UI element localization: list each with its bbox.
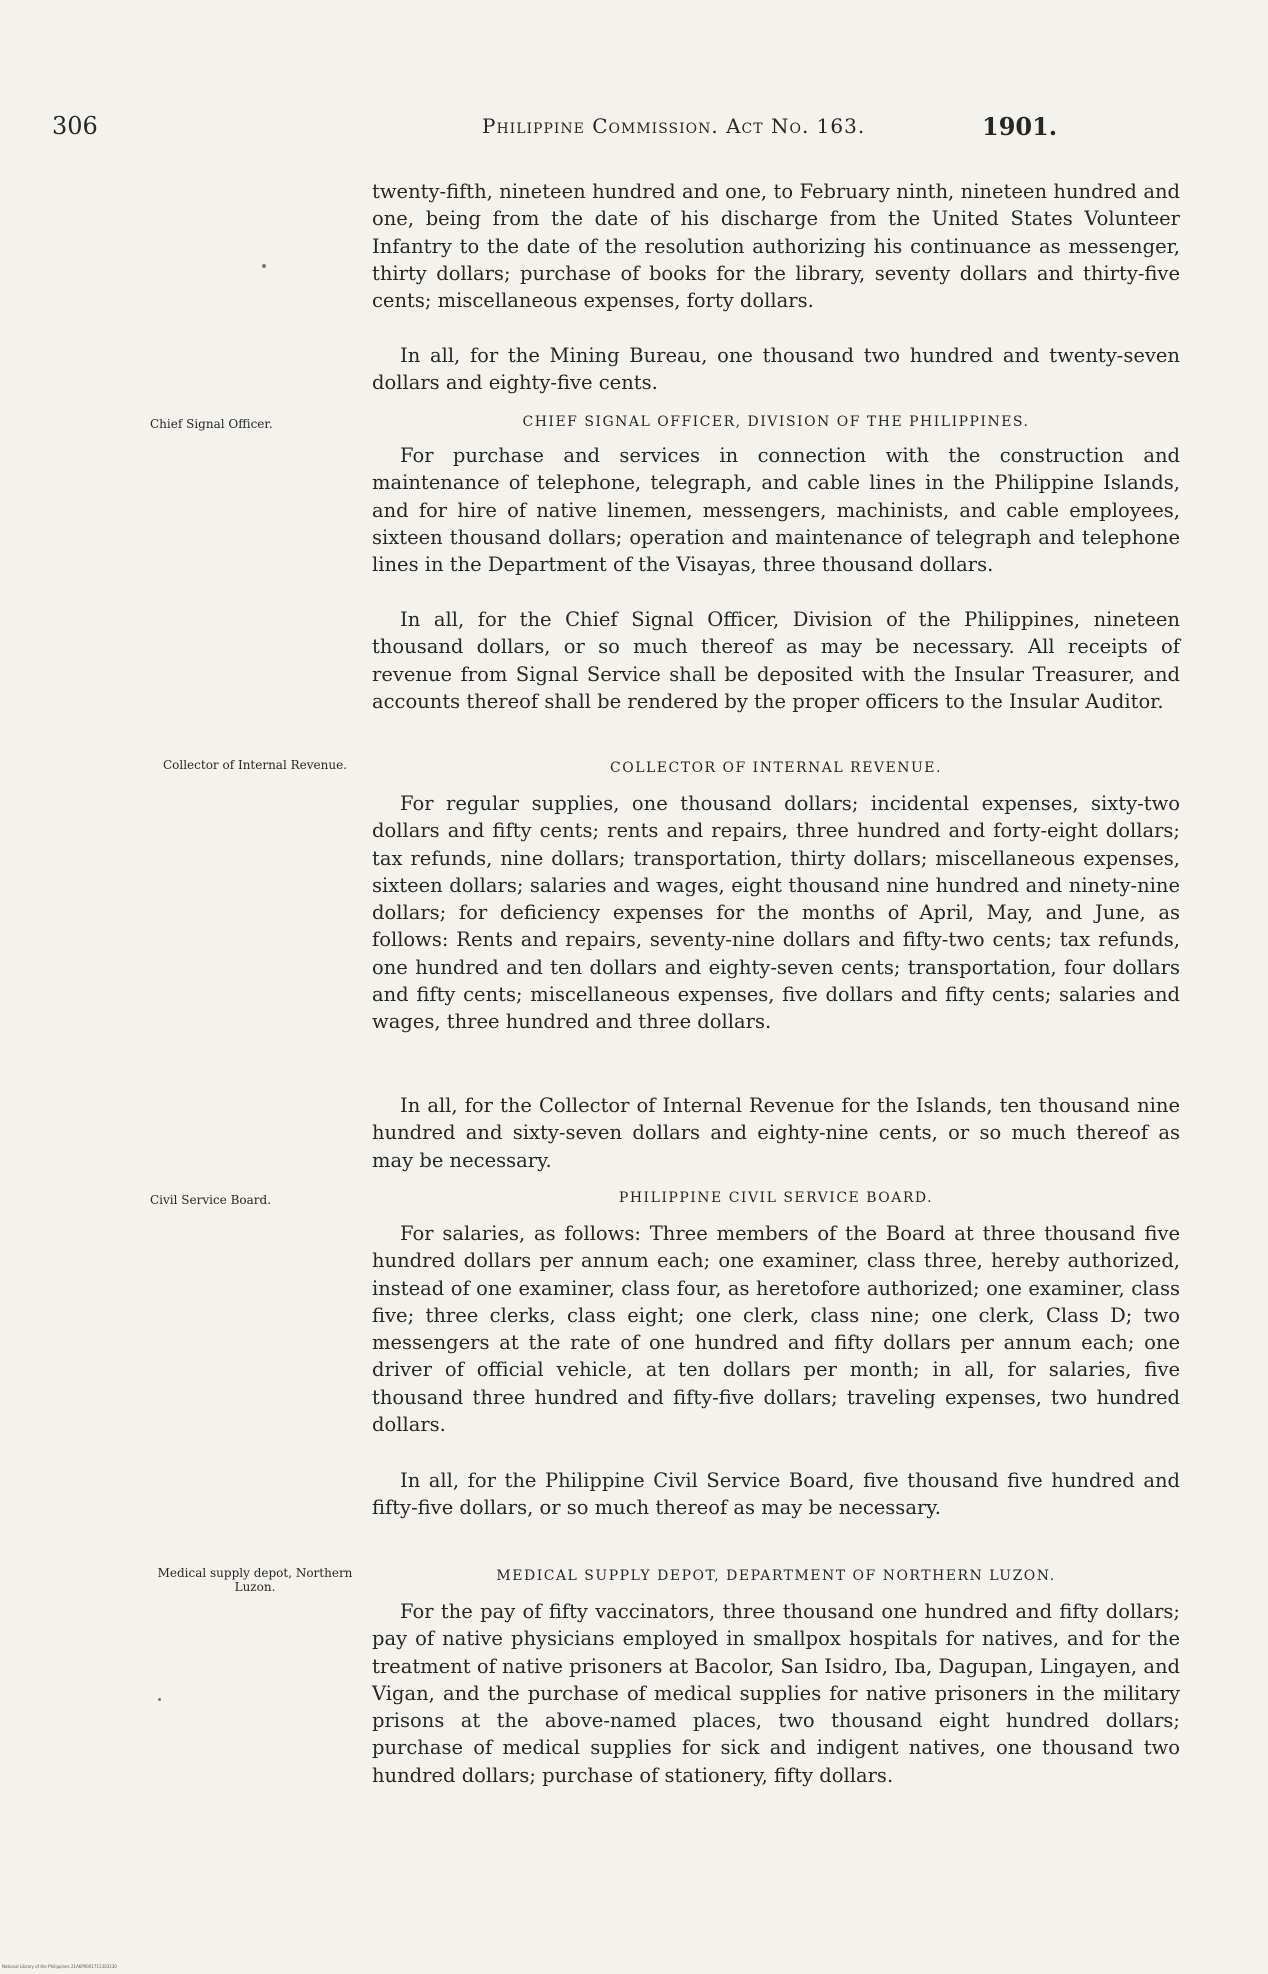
- margin-note-collector-internal-revenue: Collector of Internal Revenue.: [162, 758, 348, 772]
- footer-credit: National Library of the Philippines 21A6P0001711303230: [2, 1964, 117, 1969]
- revenue-paragraph-1: For regular supplies, one thousand dollars; incidental expenses, sixty-two dollars and fifty cents; rents and repairs, three hundred and forty-eight dollars; tax refunds, nine dollars; transportation, thirty dollars; miscellaneous expenses, sixteen dollars; salaries and wages, eight thousand nine hundred and ninety-nine dollars; for deficiency expenses for the months of April, May, and June, as follows: Rents and repairs, seventy-nine dollars and fifty-two cents; tax refunds, one hundred and ten dollars and eighty-seven cents; transportation, four dollars and fifty cents; miscellaneous expenses, five dollars and fifty cents; salaries and wages, three hundred and three dollars.: [372, 792, 1180, 1034]
- heading-collector-internal-revenue: COLLECTOR OF INTERNAL REVENUE.: [610, 760, 942, 776]
- heading-civil-service-board: PHILIPPINE CIVIL SERVICE BOARD.: [618, 1190, 934, 1206]
- mining-paragraph-continued: twenty-fifth, nineteen hundred and one, to February ninth, nineteen hundred and one, being from the date of his discharge from the United States Volunteer Infantry to the date of the resolution authorizing his continuance as messenger, thirty dollars; purchase of books for the library, seventy dollars and thirty-five cents; miscellaneous expenses, forty dollars.: [372, 180, 1180, 313]
- signal-paragraph-1: For purchase and services in connection with the construction and maintenance of telephone, telegraph, and cable lines in the Philippine Islands, and for hire of native linemen, messengers, machinists, and cable employees, sixteen thousand dollars; operation and maintenance of telegraph and telephone lines in the Department of the Visayas, three thousand dollars.: [372, 444, 1180, 577]
- running-year: 1901.: [982, 112, 1058, 141]
- running-title: Philippine Commission. Act No. 163.: [482, 114, 866, 138]
- page-header: [52, 112, 1072, 152]
- revenue-paragraph-2: In all, for the Collector of Internal Revenue for the Islands, ten thousand nine hundred and sixty-seven dollars and eighty-nine cents, or so much thereof as may be necessary.: [372, 1094, 1180, 1172]
- civil-service-paragraph-2: In all, for the Philippine Civil Service Board, five thousand five hundred and fifty-five dollars, or so much thereof as may be necessary.: [372, 1469, 1180, 1520]
- page-number: 306: [52, 112, 98, 140]
- heading-medical-supply-depot: MEDICAL SUPPLY DEPOT, DEPARTMENT OF NORTHERN LUZON.: [496, 1568, 1056, 1584]
- scan-speck: [158, 1698, 161, 1701]
- heading-chief-signal-officer: CHIEF SIGNAL OFFICER, DIVISION OF THE PHILIPPINES.: [522, 414, 1030, 430]
- signal-paragraph-2: In all, for the Chief Signal Officer, Division of the Philippines, nineteen thousand dollars, or so much thereof as may be necessary. All receipts of revenue from Signal Service shall be deposited with the Insular Treasurer, and accounts thereof shall be rendered by the proper officers to the Insular Auditor.: [372, 608, 1180, 713]
- margin-note-chief-signal-officer: Chief Signal Officer.: [150, 417, 273, 431]
- margin-note-medical-supply-depot: Medical supply depot, Northern Luzon.: [157, 1566, 353, 1594]
- margin-note-civil-service-board: Civil Service Board.: [150, 1193, 272, 1207]
- scan-speck: [262, 264, 266, 268]
- mining-total-paragraph: In all, for the Mining Bureau, one thousand two hundred and twenty-seven dollars and eighty-five cents.: [372, 344, 1180, 395]
- civil-service-paragraph-1: For salaries, as follows: Three members of the Board at three thousand five hundred dollars per annum each; one examiner, class three, hereby authorized, instead of one examiner, class four, as heretofore authorized; one examiner, class five; three clerks, class eight; one clerk, class nine; one clerk, Class D; two messengers at the rate of one hundred and fifty dollars per annum each; one driver of official vehicle, at ten dollars per month; in all, for salaries, five thousand three hundred and fifty-five dollars; traveling expenses, two hundred dollars.: [372, 1222, 1180, 1437]
- medical-paragraph-1: For the pay of fifty vaccinators, three thousand one hundred and fifty dollars; pay of native physicians employed in smallpox hospitals for natives, and for the treatment of native prisoners at Bacolor, San Isidro, Iba, Dagupan, Lingayen, and Vigan, and the purchase of medical supplies for native prisoners in the military prisons at the above-named places, two thousand eight hundred dollars; purchase of medical supplies for sick and indigent natives, one thousand two hundred dollars; purchase of stationery, fifty dollars.: [372, 1600, 1180, 1787]
